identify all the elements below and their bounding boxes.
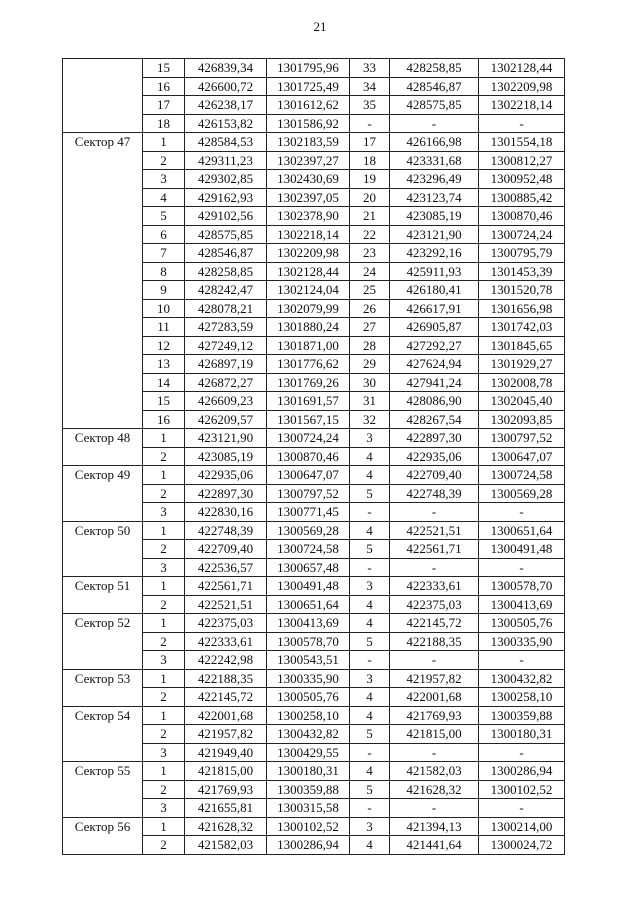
x-coordinate-cell: 423085,19	[185, 447, 267, 466]
y-coordinate-cell: 1300432,82	[479, 669, 565, 688]
point-number-cell: 21	[350, 207, 390, 226]
x-coordinate-cell: 422521,51	[185, 595, 267, 614]
y-coordinate-cell: 1300578,70	[479, 577, 565, 596]
point-number-cell: 24	[350, 262, 390, 281]
x-coordinate-cell: 423121,90	[185, 429, 267, 448]
table-row	[63, 577, 565, 596]
y-coordinate-cell: 1300491,48	[267, 577, 350, 596]
y-coordinate-cell: 1301520,78	[479, 281, 565, 300]
point-number-cell: 15	[143, 392, 185, 411]
y-coordinate-cell: 1302183,59	[267, 133, 350, 152]
x-coordinate-cell: 428575,85	[390, 96, 479, 115]
y-coordinate-cell: 1300647,07	[479, 447, 565, 466]
y-coordinate-cell: 1300569,28	[267, 521, 350, 540]
x-coordinate-cell: 422521,51	[390, 521, 479, 540]
x-coordinate-cell: 428546,87	[390, 77, 479, 96]
y-coordinate-cell: 1300180,31	[479, 725, 565, 744]
y-coordinate-cell: -	[479, 651, 565, 670]
sector-label: Сектор 55	[63, 762, 143, 818]
x-coordinate-cell: 422375,03	[185, 614, 267, 633]
y-coordinate-cell: 1300102,52	[267, 817, 350, 836]
x-coordinate-cell: 421957,82	[390, 669, 479, 688]
y-coordinate-cell: 1300795,79	[479, 244, 565, 263]
point-number-cell: -	[350, 114, 390, 133]
point-number-cell: 1	[143, 429, 185, 448]
point-number-cell: 10	[143, 299, 185, 318]
y-coordinate-cell: 1300258,10	[479, 688, 565, 707]
point-number-cell: 35	[350, 96, 390, 115]
y-coordinate-cell: 1302209,98	[479, 77, 565, 96]
x-coordinate-cell: 421957,82	[185, 725, 267, 744]
y-coordinate-cell: 1300413,69	[479, 595, 565, 614]
x-coordinate-cell: 421441,64	[390, 836, 479, 855]
point-number-cell: 5	[350, 780, 390, 799]
point-number-cell: 18	[350, 151, 390, 170]
point-number-cell: 33	[350, 59, 390, 78]
table-row	[63, 669, 565, 688]
x-coordinate-cell: 421769,93	[390, 706, 479, 725]
point-number-cell: 29	[350, 355, 390, 374]
y-coordinate-cell: 1300952,48	[479, 170, 565, 189]
point-number-cell: 8	[143, 262, 185, 281]
y-coordinate-cell: 1300432,82	[267, 725, 350, 744]
y-coordinate-cell: 1300180,31	[267, 762, 350, 781]
x-coordinate-cell: 421628,32	[185, 817, 267, 836]
x-coordinate-cell: 425911,93	[390, 262, 479, 281]
y-coordinate-cell: 1301776,62	[267, 355, 350, 374]
point-number-cell: 5	[143, 207, 185, 226]
y-coordinate-cell: 1300651,64	[267, 595, 350, 614]
point-number-cell: -	[350, 651, 390, 670]
sector-label: Сектор 48	[63, 429, 143, 466]
y-coordinate-cell: 1300724,24	[267, 429, 350, 448]
y-coordinate-cell: 1302079,99	[267, 299, 350, 318]
x-coordinate-cell: 422375,03	[390, 595, 479, 614]
point-number-cell: 3	[143, 743, 185, 762]
point-number-cell: 4	[350, 688, 390, 707]
y-coordinate-cell: 1300024,72	[479, 836, 565, 855]
x-coordinate-cell: 427292,27	[390, 336, 479, 355]
point-number-cell: 4	[350, 447, 390, 466]
point-number-cell: 4	[350, 836, 390, 855]
x-coordinate-cell: 428584,53	[185, 133, 267, 152]
y-coordinate-cell: 1302218,14	[479, 96, 565, 115]
table-row	[63, 706, 565, 725]
y-coordinate-cell: 1300335,90	[267, 669, 350, 688]
table-row	[63, 133, 565, 152]
x-coordinate-cell: 426600,72	[185, 77, 267, 96]
x-coordinate-cell: 421655,81	[185, 799, 267, 818]
point-number-cell: 2	[143, 836, 185, 855]
x-coordinate-cell: 426839,34	[185, 59, 267, 78]
x-coordinate-cell: 428258,85	[390, 59, 479, 78]
point-number-cell: 23	[350, 244, 390, 263]
y-coordinate-cell: 1302128,44	[267, 262, 350, 281]
y-coordinate-cell: -	[479, 799, 565, 818]
point-number-cell: 2	[143, 447, 185, 466]
point-number-cell: 20	[350, 188, 390, 207]
table-row	[63, 466, 565, 485]
y-coordinate-cell: 1300505,76	[267, 688, 350, 707]
sector-label: Сектор 52	[63, 614, 143, 670]
point-number-cell: 2	[143, 151, 185, 170]
point-number-cell: -	[350, 558, 390, 577]
x-coordinate-cell: 423331,68	[390, 151, 479, 170]
x-coordinate-cell: 429311,23	[185, 151, 267, 170]
y-coordinate-cell: 1301612,62	[267, 96, 350, 115]
y-coordinate-cell: 1300543,51	[267, 651, 350, 670]
point-number-cell: 32	[350, 410, 390, 429]
x-coordinate-cell: 426617,91	[390, 299, 479, 318]
point-number-cell: 1	[143, 521, 185, 540]
point-number-cell: 14	[143, 373, 185, 392]
x-coordinate-cell: 423296,49	[390, 170, 479, 189]
x-coordinate-cell: 422935,06	[185, 466, 267, 485]
y-coordinate-cell: 1301453,39	[479, 262, 565, 281]
point-number-cell: 4	[350, 614, 390, 633]
y-coordinate-cell: 1302209,98	[267, 244, 350, 263]
point-number-cell: 1	[143, 817, 185, 836]
y-coordinate-cell: 1302430,69	[267, 170, 350, 189]
x-coordinate-cell: 421582,03	[390, 762, 479, 781]
y-coordinate-cell: 1300797,52	[479, 429, 565, 448]
point-number-cell: 12	[143, 336, 185, 355]
point-number-cell: 17	[350, 133, 390, 152]
sector-label: Сектор 49	[63, 466, 143, 522]
table-row	[63, 762, 565, 781]
point-number-cell: 18	[143, 114, 185, 133]
x-coordinate-cell: -	[390, 799, 479, 818]
x-coordinate-cell: 427249,12	[185, 336, 267, 355]
point-number-cell: 3	[143, 651, 185, 670]
y-coordinate-cell: 1301554,18	[479, 133, 565, 152]
y-coordinate-cell: -	[479, 503, 565, 522]
x-coordinate-cell: 421769,93	[185, 780, 267, 799]
x-coordinate-cell: 422748,39	[185, 521, 267, 540]
point-number-cell: 3	[350, 817, 390, 836]
x-coordinate-cell: 427283,59	[185, 318, 267, 337]
point-number-cell: 2	[143, 725, 185, 744]
x-coordinate-cell: 421394,13	[390, 817, 479, 836]
y-coordinate-cell: 1302378,90	[267, 207, 350, 226]
point-number-cell: 5	[350, 484, 390, 503]
y-coordinate-cell: 1300870,46	[479, 207, 565, 226]
point-number-cell: 4	[350, 706, 390, 725]
point-number-cell: 1	[143, 614, 185, 633]
x-coordinate-cell: 422188,35	[185, 669, 267, 688]
y-coordinate-cell: 1301656,98	[479, 299, 565, 318]
sector-label: Сектор 54	[63, 706, 143, 762]
y-coordinate-cell: 1300797,52	[267, 484, 350, 503]
point-number-cell: 2	[143, 484, 185, 503]
sector-label	[63, 59, 143, 133]
point-number-cell: -	[350, 503, 390, 522]
x-coordinate-cell: 422145,72	[185, 688, 267, 707]
y-coordinate-cell: 1301871,00	[267, 336, 350, 355]
x-coordinate-cell: 422830,16	[185, 503, 267, 522]
y-coordinate-cell: 1300812,27	[479, 151, 565, 170]
point-number-cell: 5	[350, 632, 390, 651]
page-number: 21	[313, 19, 327, 34]
sector-label: Сектор 56	[63, 817, 143, 854]
x-coordinate-cell: 426872,27	[185, 373, 267, 392]
point-number-cell: 6	[143, 225, 185, 244]
x-coordinate-cell: 422001,68	[185, 706, 267, 725]
point-number-cell: 30	[350, 373, 390, 392]
point-number-cell: 4	[350, 466, 390, 485]
x-coordinate-cell: 422561,71	[390, 540, 479, 559]
y-coordinate-cell: 1301929,27	[479, 355, 565, 374]
x-coordinate-cell: 422709,40	[185, 540, 267, 559]
y-coordinate-cell: 1302008,78	[479, 373, 565, 392]
x-coordinate-cell: 422748,39	[390, 484, 479, 503]
y-coordinate-cell: 1300491,48	[479, 540, 565, 559]
x-coordinate-cell: -	[390, 503, 479, 522]
y-coordinate-cell: 1300870,46	[267, 447, 350, 466]
x-coordinate-cell: -	[390, 743, 479, 762]
point-number-cell: 27	[350, 318, 390, 337]
point-number-cell: 28	[350, 336, 390, 355]
point-number-cell: 4	[350, 762, 390, 781]
point-number-cell: 1	[143, 706, 185, 725]
x-coordinate-cell: 426897,19	[185, 355, 267, 374]
point-number-cell: 11	[143, 318, 185, 337]
x-coordinate-cell: 422709,40	[390, 466, 479, 485]
point-number-cell: 22	[350, 225, 390, 244]
y-coordinate-cell: 1301725,49	[267, 77, 350, 96]
y-coordinate-cell: 1301795,96	[267, 59, 350, 78]
x-coordinate-cell: 429162,93	[185, 188, 267, 207]
table-row	[63, 429, 565, 448]
y-coordinate-cell: -	[479, 114, 565, 133]
point-number-cell: 3	[143, 558, 185, 577]
point-number-cell: 2	[143, 595, 185, 614]
y-coordinate-cell: 1302045,40	[479, 392, 565, 411]
y-coordinate-cell: 1300102,52	[479, 780, 565, 799]
point-number-cell: 2	[143, 688, 185, 707]
x-coordinate-cell: 426209,57	[185, 410, 267, 429]
x-coordinate-cell: 422333,61	[390, 577, 479, 596]
x-coordinate-cell: -	[390, 114, 479, 133]
x-coordinate-cell: 421815,00	[185, 762, 267, 781]
point-number-cell: 4	[350, 521, 390, 540]
x-coordinate-cell: 422897,30	[185, 484, 267, 503]
y-coordinate-cell: 1300286,94	[479, 762, 565, 781]
y-coordinate-cell: 1301742,03	[479, 318, 565, 337]
point-number-cell: 15	[143, 59, 185, 78]
point-number-cell: 1	[143, 577, 185, 596]
x-coordinate-cell: 423292,16	[390, 244, 479, 263]
point-number-cell: 2	[143, 540, 185, 559]
y-coordinate-cell: 1300315,58	[267, 799, 350, 818]
sector-label: Сектор 53	[63, 669, 143, 706]
x-coordinate-cell: 428267,54	[390, 410, 479, 429]
y-coordinate-cell: 1300359,88	[479, 706, 565, 725]
point-number-cell: 1	[143, 133, 185, 152]
point-number-cell: 7	[143, 244, 185, 263]
y-coordinate-cell: -	[479, 558, 565, 577]
point-number-cell: 16	[143, 410, 185, 429]
x-coordinate-cell: 422242,98	[185, 651, 267, 670]
x-coordinate-cell: 422897,30	[390, 429, 479, 448]
point-number-cell: 1	[143, 669, 185, 688]
y-coordinate-cell: 1300724,58	[479, 466, 565, 485]
x-coordinate-cell: 422536,57	[185, 558, 267, 577]
x-coordinate-cell: 426238,17	[185, 96, 267, 115]
point-number-cell: 4	[143, 188, 185, 207]
x-coordinate-cell: 426609,23	[185, 392, 267, 411]
x-coordinate-cell: 421582,03	[185, 836, 267, 855]
y-coordinate-cell: 1300724,24	[479, 225, 565, 244]
x-coordinate-cell: 426905,87	[390, 318, 479, 337]
table-row	[63, 521, 565, 540]
sector-label: Сектор 47	[63, 133, 143, 429]
y-coordinate-cell: 1300569,28	[479, 484, 565, 503]
point-number-cell: -	[350, 799, 390, 818]
sector-label: Сектор 50	[63, 521, 143, 577]
point-number-cell: 9	[143, 281, 185, 300]
y-coordinate-cell: 1301567,15	[267, 410, 350, 429]
x-coordinate-cell: 428086,90	[390, 392, 479, 411]
x-coordinate-cell: 428242,47	[185, 281, 267, 300]
y-coordinate-cell: 1302397,05	[267, 188, 350, 207]
y-coordinate-cell: 1302218,14	[267, 225, 350, 244]
point-number-cell: 16	[143, 77, 185, 96]
y-coordinate-cell: 1302128,44	[479, 59, 565, 78]
point-number-cell: 3	[143, 799, 185, 818]
x-coordinate-cell: 422145,72	[390, 614, 479, 633]
point-number-cell: 31	[350, 392, 390, 411]
table-row	[63, 817, 565, 836]
y-coordinate-cell: 1301691,57	[267, 392, 350, 411]
x-coordinate-cell: -	[390, 651, 479, 670]
table-row	[63, 59, 565, 78]
x-coordinate-cell: 428575,85	[185, 225, 267, 244]
y-coordinate-cell: -	[479, 743, 565, 762]
y-coordinate-cell: 1301880,24	[267, 318, 350, 337]
coordinates-table	[62, 58, 565, 855]
point-number-cell: 34	[350, 77, 390, 96]
x-coordinate-cell: 426180,41	[390, 281, 479, 300]
x-coordinate-cell: 423123,74	[390, 188, 479, 207]
table-row	[63, 614, 565, 633]
point-number-cell: 5	[350, 725, 390, 744]
y-coordinate-cell: 1300214,00	[479, 817, 565, 836]
x-coordinate-cell: -	[390, 558, 479, 577]
x-coordinate-cell: 426166,98	[390, 133, 479, 152]
x-coordinate-cell: 421815,00	[390, 725, 479, 744]
y-coordinate-cell: 1300885,42	[479, 188, 565, 207]
x-coordinate-cell: 429102,56	[185, 207, 267, 226]
point-number-cell: 5	[350, 540, 390, 559]
point-number-cell: 3	[143, 503, 185, 522]
point-number-cell: 26	[350, 299, 390, 318]
point-number-cell: 3	[350, 429, 390, 448]
x-coordinate-cell: 428078,21	[185, 299, 267, 318]
point-number-cell: 1	[143, 466, 185, 485]
x-coordinate-cell: 423121,90	[390, 225, 479, 244]
y-coordinate-cell: 1301586,92	[267, 114, 350, 133]
y-coordinate-cell: 1302124,04	[267, 281, 350, 300]
y-coordinate-cell: 1300359,88	[267, 780, 350, 799]
y-coordinate-cell: 1300413,69	[267, 614, 350, 633]
point-number-cell: 2	[143, 780, 185, 799]
y-coordinate-cell: 1300505,76	[479, 614, 565, 633]
y-coordinate-cell: 1300647,07	[267, 466, 350, 485]
point-number-cell: 1	[143, 762, 185, 781]
x-coordinate-cell: 422333,61	[185, 632, 267, 651]
x-coordinate-cell: 421628,32	[390, 780, 479, 799]
x-coordinate-cell: 421949,40	[185, 743, 267, 762]
y-coordinate-cell: 1300651,64	[479, 521, 565, 540]
point-number-cell: 25	[350, 281, 390, 300]
x-coordinate-cell: 422935,06	[390, 447, 479, 466]
point-number-cell: 3	[143, 170, 185, 189]
y-coordinate-cell: 1300335,90	[479, 632, 565, 651]
y-coordinate-cell: 1301769,26	[267, 373, 350, 392]
x-coordinate-cell: 427941,24	[390, 373, 479, 392]
y-coordinate-cell: 1302093,85	[479, 410, 565, 429]
x-coordinate-cell: 423085,19	[390, 207, 479, 226]
x-coordinate-cell: 422188,35	[390, 632, 479, 651]
y-coordinate-cell: 1300578,70	[267, 632, 350, 651]
y-coordinate-cell: 1300724,58	[267, 540, 350, 559]
x-coordinate-cell: 422001,68	[390, 688, 479, 707]
point-number-cell: -	[350, 743, 390, 762]
point-number-cell: 3	[350, 577, 390, 596]
y-coordinate-cell: 1300771,45	[267, 503, 350, 522]
sector-label: Сектор 51	[63, 577, 143, 614]
point-number-cell: 2	[143, 632, 185, 651]
point-number-cell: 3	[350, 669, 390, 688]
point-number-cell: 4	[350, 595, 390, 614]
x-coordinate-cell: 428546,87	[185, 244, 267, 263]
x-coordinate-cell: 428258,85	[185, 262, 267, 281]
point-number-cell: 19	[350, 170, 390, 189]
point-number-cell: 17	[143, 96, 185, 115]
point-number-cell: 13	[143, 355, 185, 374]
x-coordinate-cell: 426153,82	[185, 114, 267, 133]
y-coordinate-cell: 1300429,55	[267, 743, 350, 762]
x-coordinate-cell: 422561,71	[185, 577, 267, 596]
y-coordinate-cell: 1301845,65	[479, 336, 565, 355]
y-coordinate-cell: 1300286,94	[267, 836, 350, 855]
y-coordinate-cell: 1302397,27	[267, 151, 350, 170]
y-coordinate-cell: 1300657,48	[267, 558, 350, 577]
y-coordinate-cell: 1300258,10	[267, 706, 350, 725]
x-coordinate-cell: 429302,85	[185, 170, 267, 189]
x-coordinate-cell: 427624,94	[390, 355, 479, 374]
